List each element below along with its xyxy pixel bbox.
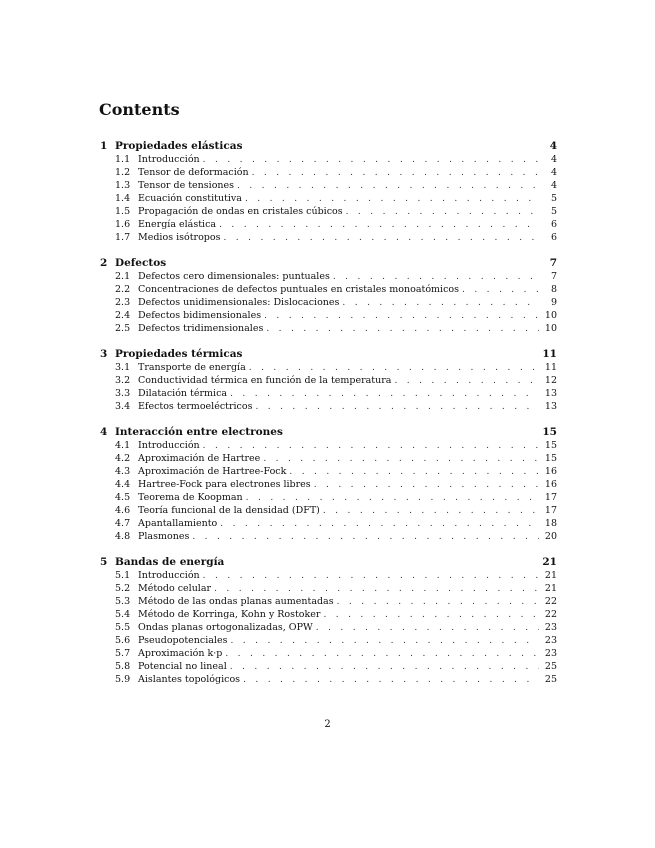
section-title: Método de las ondas planas aumentadas (138, 596, 334, 607)
section-number: 2.3 (115, 297, 131, 308)
section-page: 13 (544, 388, 557, 399)
section-entry[interactable] (100, 479, 557, 492)
section-number: 5.5 (115, 622, 131, 633)
section-number: 5.4 (115, 609, 131, 620)
section-title: Transporte de energía (138, 362, 246, 373)
section-title: Teorema de Koopman (138, 492, 243, 503)
section-entry[interactable] (100, 154, 557, 167)
section-title: Defectos bidimensionales (138, 310, 262, 321)
leader-dots (337, 597, 539, 607)
section-number: 3.3 (115, 388, 131, 399)
section-page: 25 (544, 661, 557, 672)
section-number: 5.7 (115, 648, 131, 659)
section-title: Método de Korringa, Kohn y Rostoker (138, 609, 321, 620)
leader-dots (314, 480, 539, 490)
section-number: 4.6 (115, 505, 131, 516)
section-entry[interactable] (100, 505, 557, 518)
section-entry[interactable] (100, 518, 557, 531)
toc-chapter (100, 426, 557, 544)
leader-dots (246, 493, 539, 503)
section-page: 22 (544, 596, 557, 607)
leader-dots (342, 298, 539, 308)
section-entry[interactable] (100, 206, 557, 219)
section-entry[interactable] (100, 466, 557, 479)
section-page: 10 (544, 323, 557, 334)
leader-dots (230, 636, 539, 646)
toc-chapter (100, 348, 557, 414)
section-page: 11 (544, 362, 557, 373)
section-number: 4.4 (115, 479, 131, 490)
section-entry[interactable] (100, 583, 557, 596)
section-title: Defectos tridimensionales (138, 323, 264, 334)
leader-dots (316, 623, 539, 633)
section-title: Hartree-Fock para electrones libres (138, 479, 311, 490)
section-entry[interactable] (100, 167, 557, 180)
chapter-number: 4 (100, 426, 108, 438)
chapter-entry[interactable] (100, 348, 557, 362)
leader-dots (462, 285, 539, 295)
section-page: 20 (544, 531, 557, 542)
chapter-entry[interactable] (100, 257, 557, 271)
leader-dots (249, 363, 539, 373)
section-number: 4.2 (115, 453, 131, 464)
section-title: Conductividad térmica en función de la temperatura (138, 375, 392, 386)
section-entry[interactable] (100, 401, 557, 414)
section-title: Defectos unidimensionales: Dislocaciones (138, 297, 340, 308)
section-entry[interactable] (100, 453, 557, 466)
section-title: Introducción (138, 154, 200, 165)
table-of-contents (100, 140, 557, 699)
leader-dots (346, 207, 539, 217)
leader-dots (323, 506, 539, 516)
section-entry[interactable] (100, 180, 557, 193)
section-entry[interactable] (100, 648, 557, 661)
section-page: 18 (544, 518, 557, 529)
chapter-page: 11 (542, 348, 557, 360)
section-entry[interactable] (100, 388, 557, 401)
chapter-page: 7 (549, 257, 557, 269)
section-page: 22 (544, 609, 557, 620)
chapter-title: Propiedades térmicas (115, 348, 243, 360)
leader-dots (255, 402, 539, 412)
leader-dots (214, 584, 539, 594)
section-title: Método celular (138, 583, 212, 594)
section-title: Medios isótropos (138, 232, 221, 243)
leader-dots (220, 519, 539, 529)
section-number: 1.1 (115, 154, 131, 165)
section-number: 3.2 (115, 375, 131, 386)
section-entry[interactable] (100, 635, 557, 648)
section-number: 5.8 (115, 661, 131, 672)
section-number: 5.1 (115, 570, 131, 581)
section-page: 21 (544, 570, 557, 581)
section-title: Tensor de deformación (138, 167, 249, 178)
section-entry[interactable] (100, 609, 557, 622)
toc-chapter (100, 556, 557, 687)
chapter-title: Propiedades elásticas (115, 140, 243, 152)
section-entry[interactable] (100, 661, 557, 674)
leader-dots (266, 324, 539, 334)
section-entry[interactable] (100, 219, 557, 232)
section-entry[interactable] (100, 310, 557, 323)
section-page: 23 (544, 648, 557, 659)
section-entry[interactable] (100, 622, 557, 635)
section-number: 1.5 (115, 206, 131, 217)
section-title: Ondas planas ortogonalizadas, OPW (138, 622, 313, 633)
section-title: Aproximación de Hartree-Fock (138, 466, 287, 477)
leader-dots (203, 155, 539, 165)
leader-dots (243, 675, 539, 685)
section-page: 15 (544, 440, 557, 451)
chapter-entry[interactable] (100, 140, 557, 154)
section-entry[interactable] (100, 440, 557, 453)
section-page: 8 (550, 284, 557, 295)
section-page: 6 (550, 219, 557, 230)
section-page: 7 (550, 271, 557, 282)
toc-chapter (100, 140, 557, 245)
section-number: 4.5 (115, 492, 131, 503)
section-page: 15 (544, 453, 557, 464)
chapter-entry[interactable] (100, 426, 557, 440)
leader-dots (230, 389, 539, 399)
section-number: 5.2 (115, 583, 131, 594)
section-page: 4 (550, 180, 557, 191)
section-page: 12 (544, 375, 557, 386)
section-entry[interactable] (100, 232, 557, 245)
section-title: Aislantes topológicos (138, 674, 241, 685)
section-number: 4.7 (115, 518, 131, 529)
leader-dots (225, 649, 539, 659)
section-number: 5.3 (115, 596, 131, 607)
section-page: 9 (550, 297, 557, 308)
section-title: Aproximación k·p (138, 648, 223, 659)
section-title: Tensor de tensiones (138, 180, 235, 191)
section-title: Teoría funcional de la densidad (DFT) (138, 505, 320, 516)
leader-dots (289, 467, 539, 477)
leader-dots (237, 181, 539, 191)
section-entry[interactable] (100, 570, 557, 583)
chapter-number: 5 (100, 556, 108, 568)
section-entry[interactable] (100, 271, 557, 284)
leader-dots (192, 532, 539, 542)
section-page: 17 (544, 492, 557, 503)
section-title: Concentraciones de defectos puntuales en cristales monoatómicos (138, 284, 459, 295)
section-page: 23 (544, 635, 557, 646)
section-number: 4.8 (115, 531, 131, 542)
chapter-page: 21 (542, 556, 557, 568)
section-number: 4.1 (115, 440, 131, 451)
section-entry[interactable] (100, 193, 557, 206)
section-entry[interactable] (100, 323, 557, 336)
section-number: 3.4 (115, 401, 131, 412)
section-page: 5 (550, 206, 557, 217)
section-title: Pseudopotenciales (138, 635, 228, 646)
page-number: 2 (324, 719, 331, 730)
section-page: 6 (550, 232, 557, 243)
toc-chapter (100, 257, 557, 336)
section-entry[interactable] (100, 284, 557, 297)
section-page: 13 (544, 401, 557, 412)
leader-dots (223, 233, 539, 243)
section-number: 2.4 (115, 310, 131, 321)
section-number: 1.3 (115, 180, 131, 191)
section-number: 2.1 (115, 271, 131, 282)
chapter-title: Interacción entre electrones (115, 426, 283, 438)
section-title: Potencial no lineal (138, 661, 227, 672)
leader-dots (333, 272, 539, 282)
section-page: 23 (544, 622, 557, 633)
contents-heading: Contents (99, 100, 180, 119)
leader-dots (219, 220, 539, 230)
chapter-title: Defectos (115, 257, 167, 269)
section-page: 4 (550, 167, 557, 178)
section-title: Efectos termoeléctricos (138, 401, 253, 412)
chapter-entry[interactable] (100, 556, 557, 570)
section-entry[interactable] (100, 492, 557, 505)
leader-dots (323, 610, 539, 620)
chapter-number: 3 (100, 348, 108, 360)
section-entry[interactable] (100, 375, 557, 388)
section-number: 1.7 (115, 232, 131, 243)
leader-dots (263, 454, 539, 464)
leader-dots (264, 311, 539, 321)
section-number: 1.6 (115, 219, 131, 230)
leader-dots (252, 168, 539, 178)
section-title: Aproximación de Hartree (138, 453, 261, 464)
section-page: 16 (544, 479, 557, 490)
section-number: 2.2 (115, 284, 131, 295)
chapter-page: 4 (549, 140, 557, 152)
section-page: 5 (550, 193, 557, 204)
chapter-number: 2 (100, 257, 108, 269)
section-title: Dilatación térmica (138, 388, 228, 399)
section-title: Energía elástica (138, 219, 217, 230)
section-title: Introducción (138, 570, 200, 581)
leader-dots (230, 662, 539, 672)
section-number: 5.6 (115, 635, 131, 646)
section-number: 1.2 (115, 167, 131, 178)
section-entry[interactable] (100, 596, 557, 609)
chapter-number: 1 (100, 140, 108, 152)
leader-dots (203, 441, 539, 451)
section-title: Defectos cero dimensionales: puntuales (138, 271, 330, 282)
section-entry[interactable] (100, 362, 557, 375)
section-title: Plasmones (138, 531, 190, 542)
section-number: 1.4 (115, 193, 131, 204)
leader-dots (203, 571, 539, 581)
section-page: 16 (544, 466, 557, 477)
section-number: 4.3 (115, 466, 131, 477)
section-page: 21 (544, 583, 557, 594)
section-entry[interactable] (100, 674, 557, 687)
section-page: 25 (544, 674, 557, 685)
section-page: 4 (550, 154, 557, 165)
section-title: Introducción (138, 440, 200, 451)
section-page: 17 (544, 505, 557, 516)
section-page: 10 (544, 310, 557, 321)
section-title: Propagación de ondas en cristales cúbicos (138, 206, 343, 217)
section-entry[interactable] (100, 297, 557, 310)
section-entry[interactable] (100, 531, 557, 544)
section-number: 2.5 (115, 323, 131, 334)
section-title: Ecuación constitutiva (138, 193, 242, 204)
section-number: 5.9 (115, 674, 131, 685)
leader-dots (394, 376, 539, 386)
chapter-title: Bandas de energía (115, 556, 225, 568)
leader-dots (245, 194, 539, 204)
chapter-page: 15 (542, 426, 557, 438)
section-number: 3.1 (115, 362, 131, 373)
section-title: Apantallamiento (138, 518, 218, 529)
